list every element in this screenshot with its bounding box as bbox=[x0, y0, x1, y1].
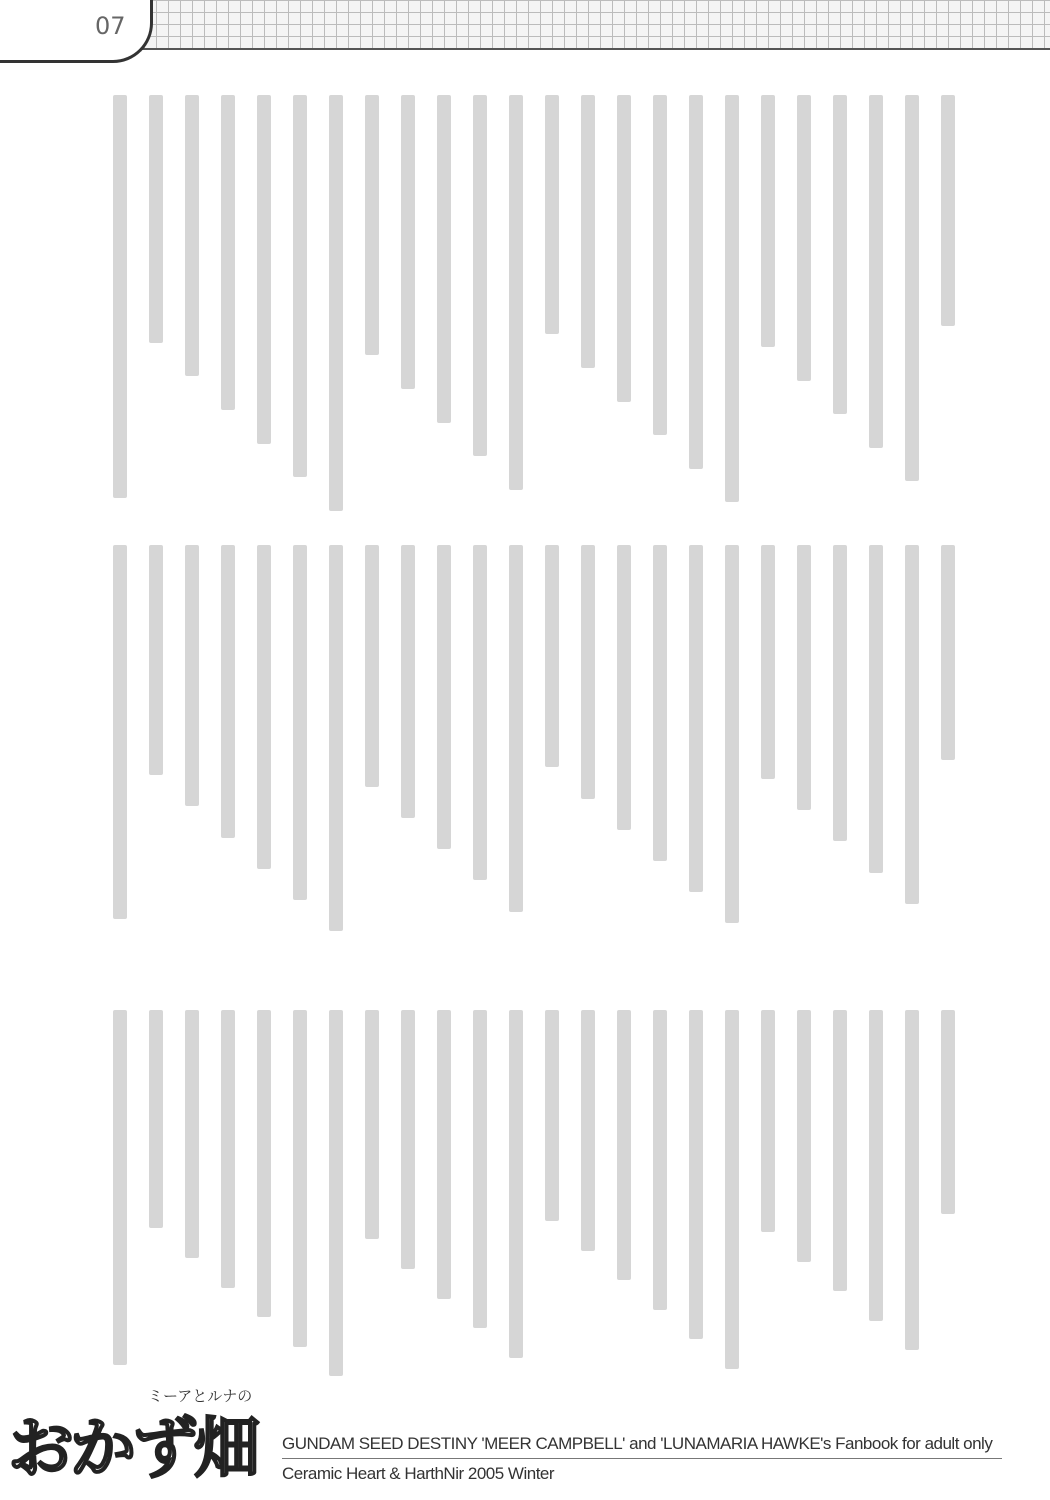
redacted-text-column bbox=[221, 95, 235, 410]
redacted-text-column bbox=[437, 545, 451, 849]
redacted-text-column bbox=[221, 545, 235, 838]
redacted-text-column bbox=[581, 545, 595, 799]
redacted-text-column bbox=[941, 95, 955, 326]
redacted-text-column bbox=[905, 1010, 919, 1350]
redacted-text-column bbox=[653, 1010, 667, 1310]
redacted-text-column bbox=[545, 545, 559, 767]
redacted-text-column bbox=[401, 545, 415, 818]
redacted-text-column bbox=[725, 1010, 739, 1369]
redacted-text-column bbox=[329, 545, 343, 931]
redacted-text-column bbox=[329, 1010, 343, 1376]
redacted-text-column bbox=[509, 1010, 523, 1358]
redacted-text-column bbox=[725, 545, 739, 923]
redacted-text-column bbox=[689, 95, 703, 469]
redacted-text-column bbox=[221, 1010, 235, 1288]
redacted-text-column bbox=[869, 95, 883, 448]
redacted-text-column bbox=[833, 1010, 847, 1291]
redacted-text-column bbox=[617, 1010, 631, 1280]
redacted-text-column bbox=[185, 1010, 199, 1258]
redacted-text-column bbox=[257, 1010, 271, 1317]
redacted-text-column bbox=[869, 1010, 883, 1321]
page-number: 07 bbox=[95, 12, 126, 40]
redacted-text-column bbox=[617, 95, 631, 402]
text-block-top-redacted bbox=[95, 95, 955, 515]
redacted-text-column bbox=[941, 1010, 955, 1214]
logo-subtitle: ミーアとルナの bbox=[148, 1387, 253, 1405]
redacted-text-column bbox=[653, 545, 667, 861]
redacted-text-column bbox=[473, 1010, 487, 1328]
redacted-text-column bbox=[797, 95, 811, 381]
redacted-text-column bbox=[365, 95, 379, 355]
footer-divider bbox=[282, 1458, 1002, 1459]
redacted-text-column bbox=[617, 545, 631, 830]
redacted-text-column bbox=[761, 1010, 775, 1232]
redacted-text-column bbox=[185, 545, 199, 806]
redacted-text-column bbox=[293, 1010, 307, 1347]
redacted-text-column bbox=[437, 1010, 451, 1299]
redacted-text-column bbox=[257, 545, 271, 869]
redacted-text-column bbox=[797, 1010, 811, 1262]
decorative-grid-border bbox=[0, 0, 1050, 50]
redacted-text-column bbox=[437, 95, 451, 423]
redacted-text-column bbox=[725, 95, 739, 502]
redacted-text-column bbox=[761, 95, 775, 347]
logo-title: おかず畑 bbox=[8, 1410, 256, 1487]
redacted-text-column bbox=[941, 545, 955, 760]
redacted-text-column bbox=[185, 95, 199, 376]
redacted-text-column bbox=[689, 1010, 703, 1339]
redacted-text-column bbox=[581, 1010, 595, 1251]
redacted-text-column bbox=[689, 545, 703, 892]
redacted-text-column bbox=[149, 1010, 163, 1228]
redacted-text-column bbox=[905, 545, 919, 904]
redacted-text-column bbox=[869, 545, 883, 873]
text-block-bottom-redacted bbox=[95, 1010, 955, 1380]
redacted-text-column bbox=[149, 95, 163, 343]
redacted-text-column bbox=[113, 1010, 127, 1365]
redacted-text-column bbox=[509, 545, 523, 912]
redacted-text-column bbox=[761, 545, 775, 779]
redacted-text-column bbox=[473, 545, 487, 880]
redacted-text-column bbox=[365, 1010, 379, 1239]
footer-circle-line: Ceramic Heart & HarthNir 2005 Winter bbox=[282, 1464, 555, 1483]
redacted-text-column bbox=[113, 545, 127, 919]
page-corner-tab bbox=[0, 0, 153, 63]
footer-credit-line: GUNDAM SEED DESTINY 'MEER CAMPBELL' and 'LUNAMARIA HAWKE's Fanbook for adult only bbox=[282, 1434, 993, 1453]
redacted-text-column bbox=[581, 95, 595, 368]
title-logo bbox=[8, 1385, 278, 1490]
redacted-text-column bbox=[545, 1010, 559, 1221]
redacted-text-column bbox=[149, 545, 163, 775]
redacted-text-column bbox=[653, 95, 667, 435]
redacted-text-column bbox=[329, 95, 343, 511]
redacted-text-column bbox=[545, 95, 559, 334]
redacted-text-column bbox=[113, 95, 127, 498]
redacted-text-column bbox=[365, 545, 379, 787]
redacted-text-column bbox=[833, 95, 847, 414]
redacted-text-column bbox=[293, 545, 307, 900]
redacted-text-column bbox=[257, 95, 271, 444]
redacted-text-column bbox=[401, 95, 415, 389]
redacted-text-column bbox=[833, 545, 847, 841]
redacted-text-column bbox=[905, 95, 919, 481]
redacted-text-column bbox=[473, 95, 487, 456]
redacted-text-column bbox=[293, 95, 307, 477]
redacted-text-column bbox=[797, 545, 811, 810]
text-block-middle-redacted bbox=[95, 545, 955, 935]
redacted-text-column bbox=[509, 95, 523, 490]
redacted-text-column bbox=[401, 1010, 415, 1269]
